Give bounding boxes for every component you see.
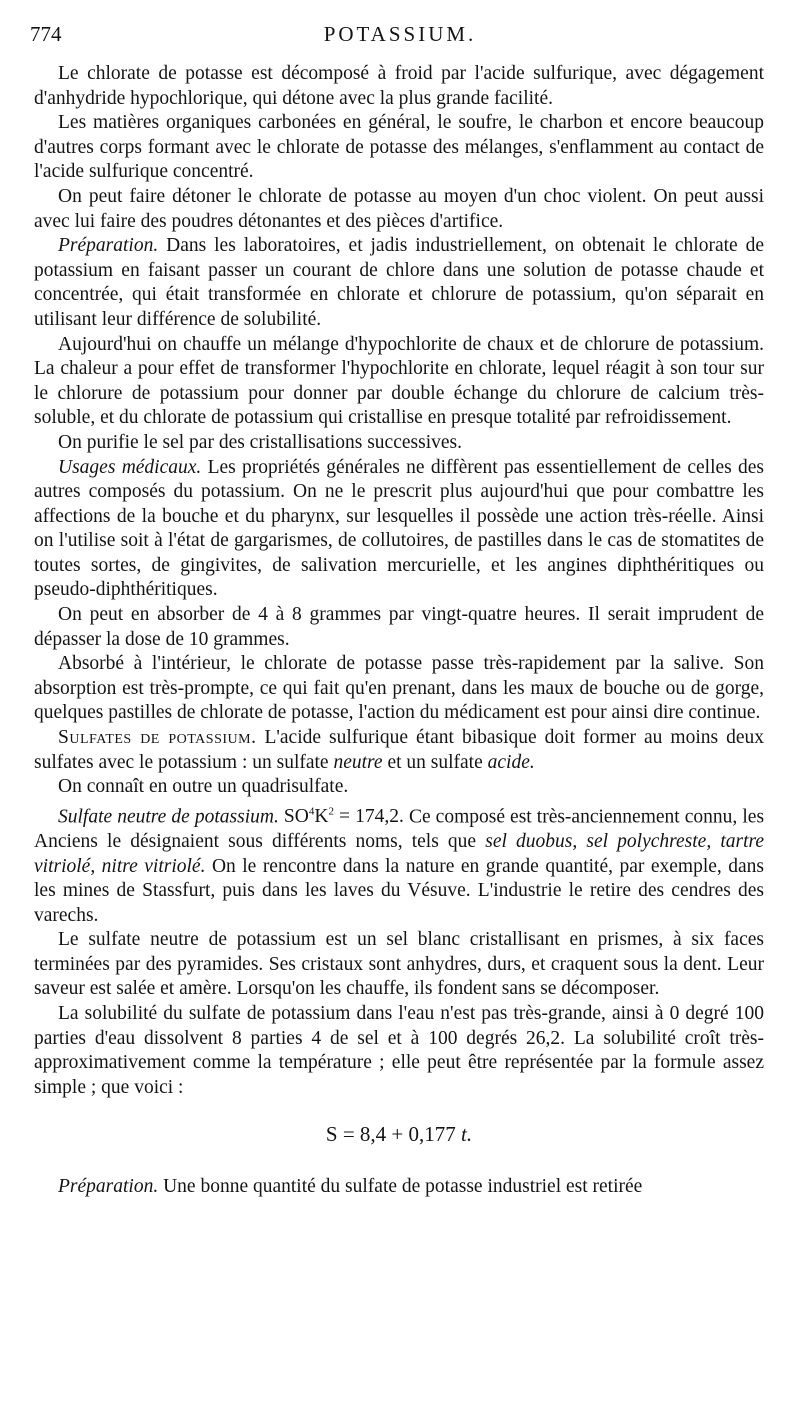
solubility-formula: S = 8,4 + 0,177 t. (325, 1122, 473, 1147)
paragraph: On connaît en outre un quadrisulfate. (58, 776, 349, 798)
paragraph: Préparation. Dans les laboratoires, et jadis industriellement, on obtenait le chlorate de potassium en faisant passer un courant de chlore dans une solution de potasse chaude et concentrée, qui était transformée en chlorate et chlorure de potassium, qu'on séparait en utilisant leur différence de solubilité. (34, 235, 764, 330)
paragraph: La solubilité du sulfate de potassium dans l'eau n'est pas très-grande, ainsi à 0 degré 100 parties d'eau dissolvent 8 parties 4 de sel et à 100 degrés 26,2. La solubilité croît très-approximativement comme la température ; elle peut être représentée par la formule assez simple ; que voici : (34, 1003, 764, 1098)
paragraph: Usages médicaux. Les propriétés générales ne diffèrent pas essentiellement de celles des autres composés du potassium. On ne le prescrit plus aujourd'hui que pour combattre les affections de la bouche et du pharynx, sur lesquelles il possède une action très-réelle. Ainsi on l'utilise soit à l'état de gargarismes, de collutoires, de pastilles dans le cas de stomatites de toutes sortes, de gingivites, de salivation mercurielle, et les angines diphthéritiques ou pseudo-diphthéritiques. (34, 456, 764, 601)
paragraph: Le chlorate de potasse est décomposé à froid par l'acide sulfurique, avec dégagement d'anhydride hypochlorique, qui détone avec la plus grande facilité. (34, 63, 764, 109)
paragraph: Sulfate neutre de potassium. $SO^4K^2 = 174,2$. Ce composé est très-anciennement connu, les Anciens le désignaient sous différents noms, tels que sel duobus, sel polychreste, tartre vitriolé, nitre vitriolé. On le rencontre dans la nature en grande quantité, par exemple, dans les mines de Stassfurt, puis dans les laves du Vésuve. L'industrie le retire des cendres des varechs. (34, 805, 765, 926)
section-label: Préparation. (58, 235, 159, 257)
section-heading: Sulfates de potassium. (58, 727, 257, 749)
page-header (30, 22, 770, 52)
chemical-formula: $SO^4K^2 = 174,2$. (283, 805, 404, 828)
section-label: Usages médicaux. (58, 456, 202, 478)
section-label: Préparation. (58, 1176, 159, 1198)
paragraph: Le sulfate neutre de potassium est un sel blanc cristallisant en prismes, à six faces terminées par des pyramides. Ses cristaux sont anhydres, durs, et craquent sous la dent. Leur saveur est salée et amère. Lorsqu'on les chauffe, ils fondent sans se décomposer. (34, 929, 764, 1000)
paragraph: Absorbé à l'intérieur, le chlorate de potasse passe très-rapidement par la salive. Son absorption est très-prompte, ce qui fait qu'en prenant, dans les maux de bouche ou de gorge, quelques pastilles de chlorate de potasse, l'action du médicament est pour ainsi dire continue. (34, 653, 764, 724)
paragraph: Sulfates de potassium. L'acide sulfurique étant bibasique doit former au moins deux sulfates avec le potassium : un sulfate neutre et un sulfate acide. (34, 727, 764, 773)
page-number: 774 (30, 22, 62, 46)
running-title: POTASSIUM. (323, 22, 477, 46)
paragraph: Préparation. Une bonne quantité du sulfate de potasse industriel est retirée (58, 1176, 643, 1198)
paragraph: Les matières organiques carbonées en général, le soufre, le charbon et encore beaucoup d'autres corps formant avec le chlorate de potasse des mélanges, s'enflamment au contact de l'acide sulfurique concentré. (34, 112, 764, 183)
paragraph: On peut faire détoner le chlorate de potasse au moyen d'un choc violent. On peut aussi avec lui faire des poudres détonantes et des pièces d'artifice. (34, 185, 764, 232)
body-text (34, 62, 764, 1200)
paragraph: On peut en absorber de 4 à 8 grammes par vingt-quatre heures. Il serait imprudent de dépasser la dose de 10 grammes. (34, 604, 764, 650)
section-label: Sulfate neutre de potassium. (58, 806, 279, 828)
paragraph: On purifie le sel par des cristallisations successives. (58, 431, 462, 453)
paragraph: Aujourd'hui on chauffe un mélange d'hypochlorite de chaux et de chlorure de potassium. La chaleur a pour effet de transformer l'hypochlorite en chlorate, lequel réagit à son tour sur le chlorure de potassium pour donner par double échange du chlorure de calcium très-soluble, et du chlorate de potassium qui cristallise en presque totalité par refroidissement. (34, 333, 764, 429)
